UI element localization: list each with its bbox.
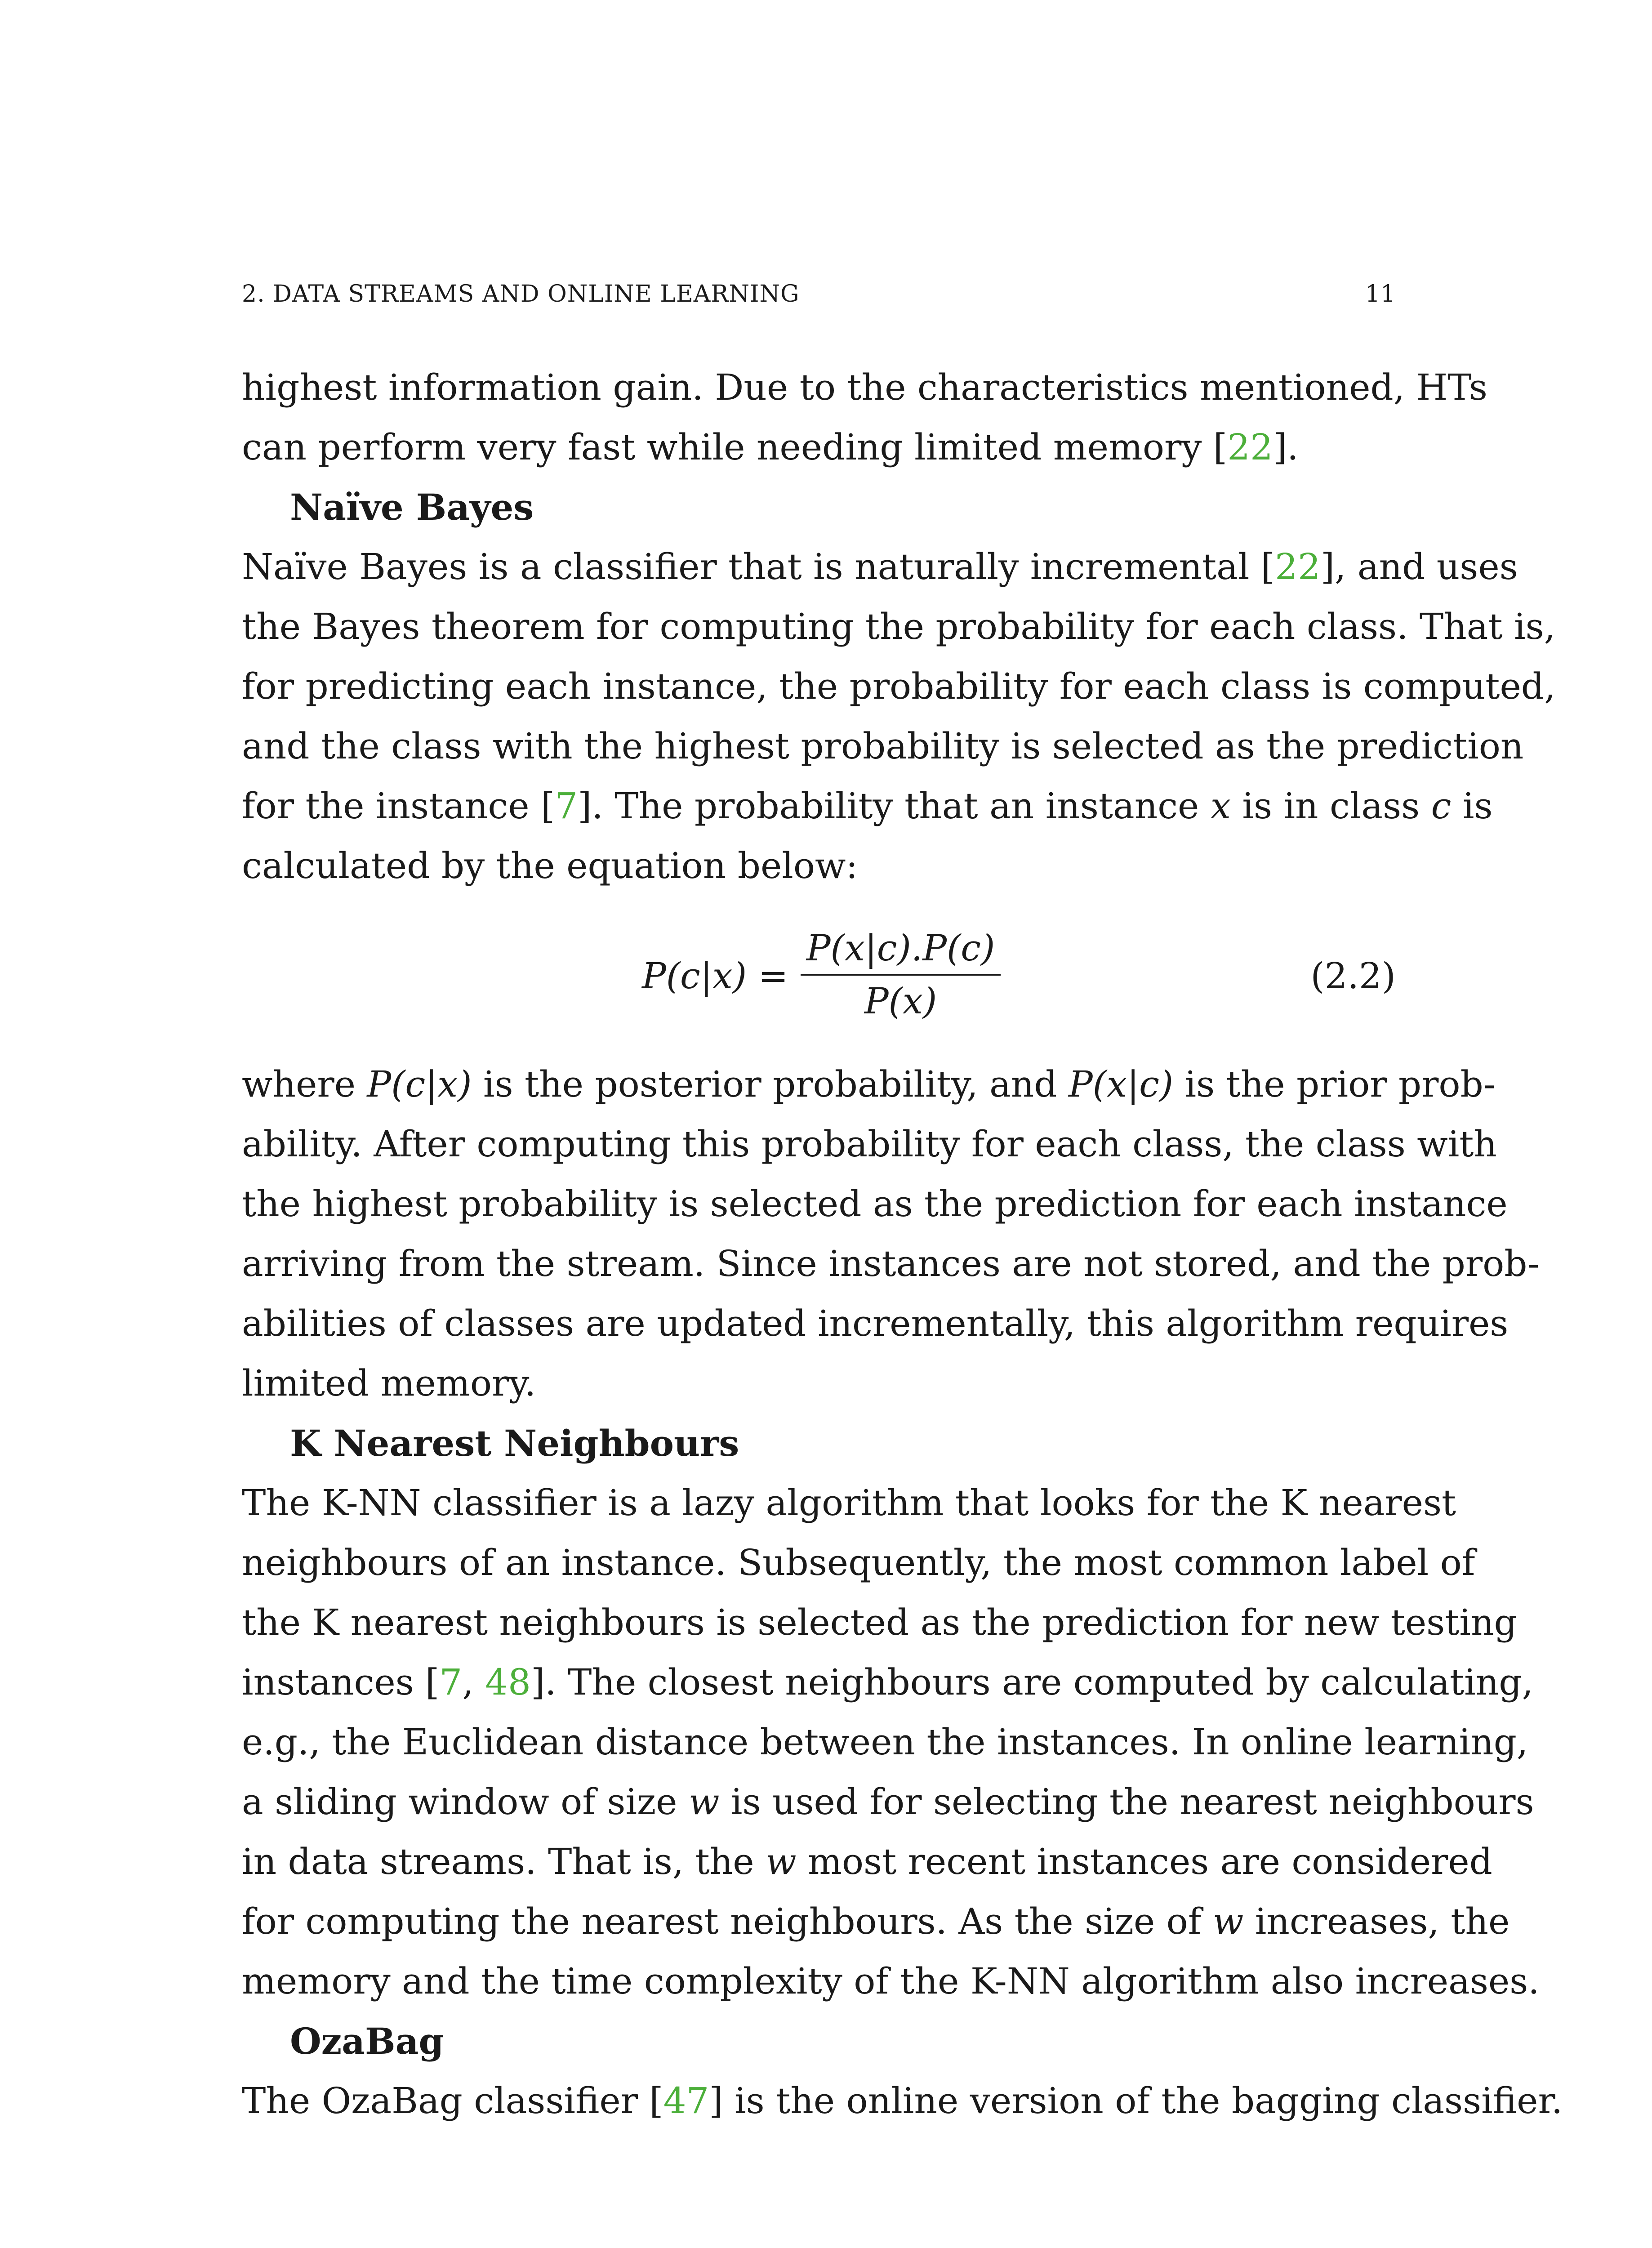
text-span: ability. After computing this probability for each class, the class with (242, 1123, 1497, 1165)
math-variable: x (1210, 785, 1231, 827)
text-line (242, 366, 1487, 415)
equation-2-2 (242, 922, 1396, 1030)
text-span: for predicting each instance, the probability for each class is computed, (242, 665, 1556, 707)
text-line (242, 1302, 1509, 1351)
text-line (242, 426, 1396, 474)
text-span: highest information gain. Due to the characteristics mentioned, HTs (242, 366, 1487, 408)
text-line (242, 1542, 1475, 1590)
math-variable: w (688, 1781, 720, 1823)
text-span: limited memory. (242, 1362, 536, 1404)
citation-link[interactable]: 22 (1275, 546, 1321, 588)
text-line (242, 1362, 1396, 1410)
chapter-title: 2. DATA STREAMS AND ONLINE LEARNING (242, 281, 800, 308)
text-span: for the instance [ (242, 785, 555, 827)
text-span: where (242, 1063, 367, 1105)
text-line (242, 1841, 1492, 1889)
text-line (242, 1601, 1517, 1650)
text-span: is in class (1230, 785, 1431, 827)
text-line (242, 665, 1556, 714)
citation-link[interactable]: 22 (1227, 426, 1273, 468)
text-span: ] is the online version of the bagging classifier. (709, 2080, 1563, 2122)
text-span: ]. The closest neighbours are computed by calculating, (530, 1661, 1533, 1703)
citation-link[interactable]: 47 (663, 2080, 709, 2122)
section-heading-naive-bayes: Naïve Bayes (290, 486, 534, 528)
text-span: a sliding window of size (242, 1781, 689, 1823)
text-line (242, 1661, 1533, 1709)
text-span: the Bayes theorem for computing the probability for each class. That is, (242, 606, 1556, 647)
page-number: 11 (1365, 281, 1396, 308)
text-span: most recent instances are considered (796, 1841, 1492, 1882)
text-span: the highest probability is selected as the prediction for each instance (242, 1183, 1508, 1225)
text-span: , (462, 1661, 485, 1703)
text-line (242, 1243, 1540, 1291)
text-span: ], and uses (1320, 546, 1518, 588)
text-line (242, 1721, 1528, 1769)
math-variable: c (1431, 785, 1452, 827)
text-span: neighbours of an instance. Subsequently, the most common label of (242, 1542, 1475, 1583)
text-span: ]. The probability that an instance (578, 785, 1211, 827)
text-span: in data streams. That is, the (242, 1841, 766, 1882)
equation-numerator: P(x|c).P(c) (806, 927, 995, 969)
text-span: arriving from the stream. Since instances are not stored, and the prob- (242, 1243, 1540, 1285)
math-variable: w (766, 1841, 797, 1882)
text-span: increases, the (1243, 1900, 1510, 1942)
text-span: The OzaBag classifier [ (242, 2080, 663, 2122)
text-line (242, 1123, 1497, 1171)
text-span: can perform very fast while needing limited memory [ (242, 426, 1228, 468)
text-span: is the prior prob- (1173, 1063, 1496, 1105)
math-expression: P(c|x) (367, 1063, 472, 1105)
equation-denominator: P(x) (864, 980, 937, 1022)
text-line (242, 1183, 1508, 1231)
section-heading-ozabag: OzaBag (290, 2020, 444, 2062)
text-line (242, 2080, 1563, 2128)
math-variable: w (1212, 1900, 1244, 1942)
text-span: The K-NN classifier is a lazy algorithm that looks for the K nearest (242, 1482, 1456, 1524)
text-line (242, 785, 1493, 833)
text-span: memory and the time complexity of the K-NN algorithm also increases. (242, 1960, 1540, 2002)
text-span: instances [ (242, 1661, 440, 1703)
citation-link[interactable]: 7 (439, 1661, 463, 1703)
text-span: is the posterior probability, and (472, 1063, 1069, 1105)
text-span: Naïve Bayes is a classifier that is naturally incremental [ (242, 546, 1275, 588)
text-line (242, 606, 1556, 654)
text-span: is used for selecting the nearest neighbours (719, 1781, 1534, 1823)
section-heading-knn: K Nearest Neighbours (290, 1422, 739, 1464)
equation-number: (2.2) (1310, 955, 1396, 997)
text-span: is (1451, 785, 1493, 827)
text-span: for computing the nearest neighbours. As the size of (242, 1900, 1213, 1942)
text-line (242, 1482, 1456, 1530)
text-line (242, 1063, 1496, 1111)
fraction-bar (801, 974, 1001, 976)
citation-link[interactable]: 48 (485, 1661, 531, 1703)
text-span: and the class with the highest probability is selected as the prediction (242, 725, 1524, 767)
running-header (242, 282, 1396, 306)
text-span: ]. (1273, 426, 1299, 468)
text-span: calculated by the equation below: (242, 845, 858, 887)
equation-fraction (801, 922, 1001, 1030)
text-span: e.g., the Euclidean distance between the instances. In online learning, (242, 1721, 1528, 1763)
text-line (242, 845, 1396, 893)
text-line (242, 546, 1518, 594)
text-span: abilities of classes are updated incrementally, this algorithm requires (242, 1302, 1509, 1344)
math-expression: P(x|c) (1068, 1063, 1174, 1105)
text-line (242, 1900, 1510, 1949)
citation-link[interactable]: 7 (555, 785, 578, 827)
text-span: the K nearest neighbours is selected as the prediction for new testing (242, 1601, 1517, 1643)
equation-lhs: P(c|x) = (642, 955, 788, 997)
text-line (242, 1781, 1534, 1829)
text-line (242, 725, 1524, 773)
text-line (242, 1960, 1540, 2008)
